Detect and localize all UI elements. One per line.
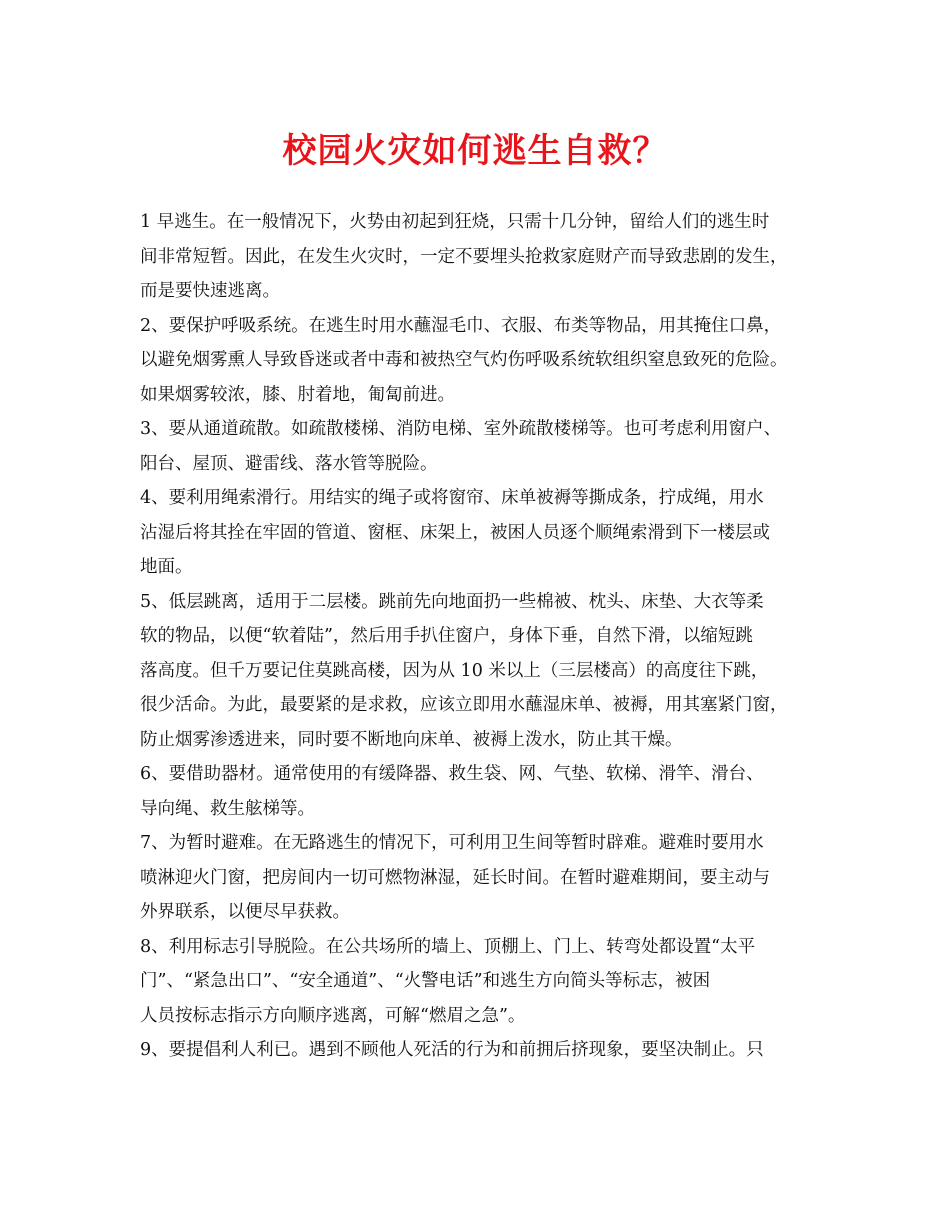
text-line: 4、要利用绳索滑行。用结实的绳子或将窗帘、床单被褥等撕成条，拧成绳，用水 — [140, 488, 764, 508]
text-line: 人员按标志指示方向顺序逃离，可解“燃眉之急”。 — [140, 1005, 526, 1026]
text-line: 很少活命。为此，最要紧的是求救，应该立即用水蘸湿床单、被褥，用其塞紧门窗， — [140, 695, 788, 715]
text-line: 阳台、屋顶、避雷线、落水管等脱险。 — [140, 453, 438, 474]
text-line: 8、利用标志引导脱险。在公共场所的墙上、顶棚上、门上、转弯处都设置“太平 — [140, 936, 756, 957]
text-line: 软的物品，以便“软着陆”，然后用手扒住窗户，身体下垂，自然下滑，以缩短跳 — [140, 626, 753, 646]
text-line: 2、要保护呼吸系统。在逃生时用水蘸湿毛巾、衣服、布类等物品，用其掩住口鼻， — [140, 315, 782, 336]
text-line: 沾湿后将其拴在牢固的管道、窗框、床架上，被困人员逐个顺绳索滑到下一楼层或 — [140, 522, 770, 543]
text-line: 喷淋迎火门窗，把房间内一切可燃物淋湿，延长时间。在暂时避难期间，要主动与 — [140, 867, 770, 888]
text-line: 以避免烟雾熏人导致昏迷或者中毒和被热空气灼伤呼吸系统软组织窒息致死的危险。 — [140, 350, 788, 370]
text-line: 7、为暂时避难。在无路逃生的情况下，可利用卫生间等暂时辟难。避难时要用水 — [140, 833, 764, 853]
document-title: 校园火灾如何逃生自救？ — [282, 131, 668, 171]
text-line: 外界联系，以便尽早获救。 — [140, 902, 350, 922]
text-line: 间非常短暂。因此，在发生火灾时，一定不要埋头抢救家庭财产而导致悲剧的发生， — [140, 246, 788, 267]
text-line: 门”、“紧急出口”、“安全通道”、“火警电话”和逃生方向简头等标志，被困 — [140, 971, 711, 991]
text-line: 落高度。但千万要记住莫跳高楼，因为从 10 米以上（三层楼高）的高度往下跳， — [140, 660, 769, 681]
text-line: 地面。 — [140, 557, 193, 577]
text-line: 9、要提倡利人利已。遇到不顾他人死活的行为和前拥后挤现象，要坚决制止。只 — [140, 1040, 764, 1060]
text-line: 而是要快速逃离。 — [140, 281, 280, 301]
text-line: 5、低层跳离，适用于二层楼。跳前先向地面扔一些棉被、枕头、床垫、大衣等柔 — [140, 591, 764, 612]
text-line: 3、要从通道疏散。如疏散楼梯、消防电梯、室外疏散楼梯等。也可考虑利用窗户、 — [140, 419, 782, 439]
text-line: 如果烟雾较浓，膝、肘着地，匍匐前进。 — [140, 384, 455, 405]
document-body — [140, 205, 820, 1068]
text-line: 1 早逃生。在一般情况下，火势由初起到狂烧，只需十几分钟，留给人们的逃生时 — [140, 212, 770, 232]
text-line: 导向绳、救生舷梯等。 — [140, 798, 315, 819]
text-line: 6、要借助器材。通常使用的有缓降器、救生袋、网、气垫、软梯、滑竿、滑台、 — [140, 764, 764, 784]
text-line: 防止烟雾渗透进来，同时要不断地向床单、被褥上泼水，防止其干燥。 — [140, 729, 683, 750]
